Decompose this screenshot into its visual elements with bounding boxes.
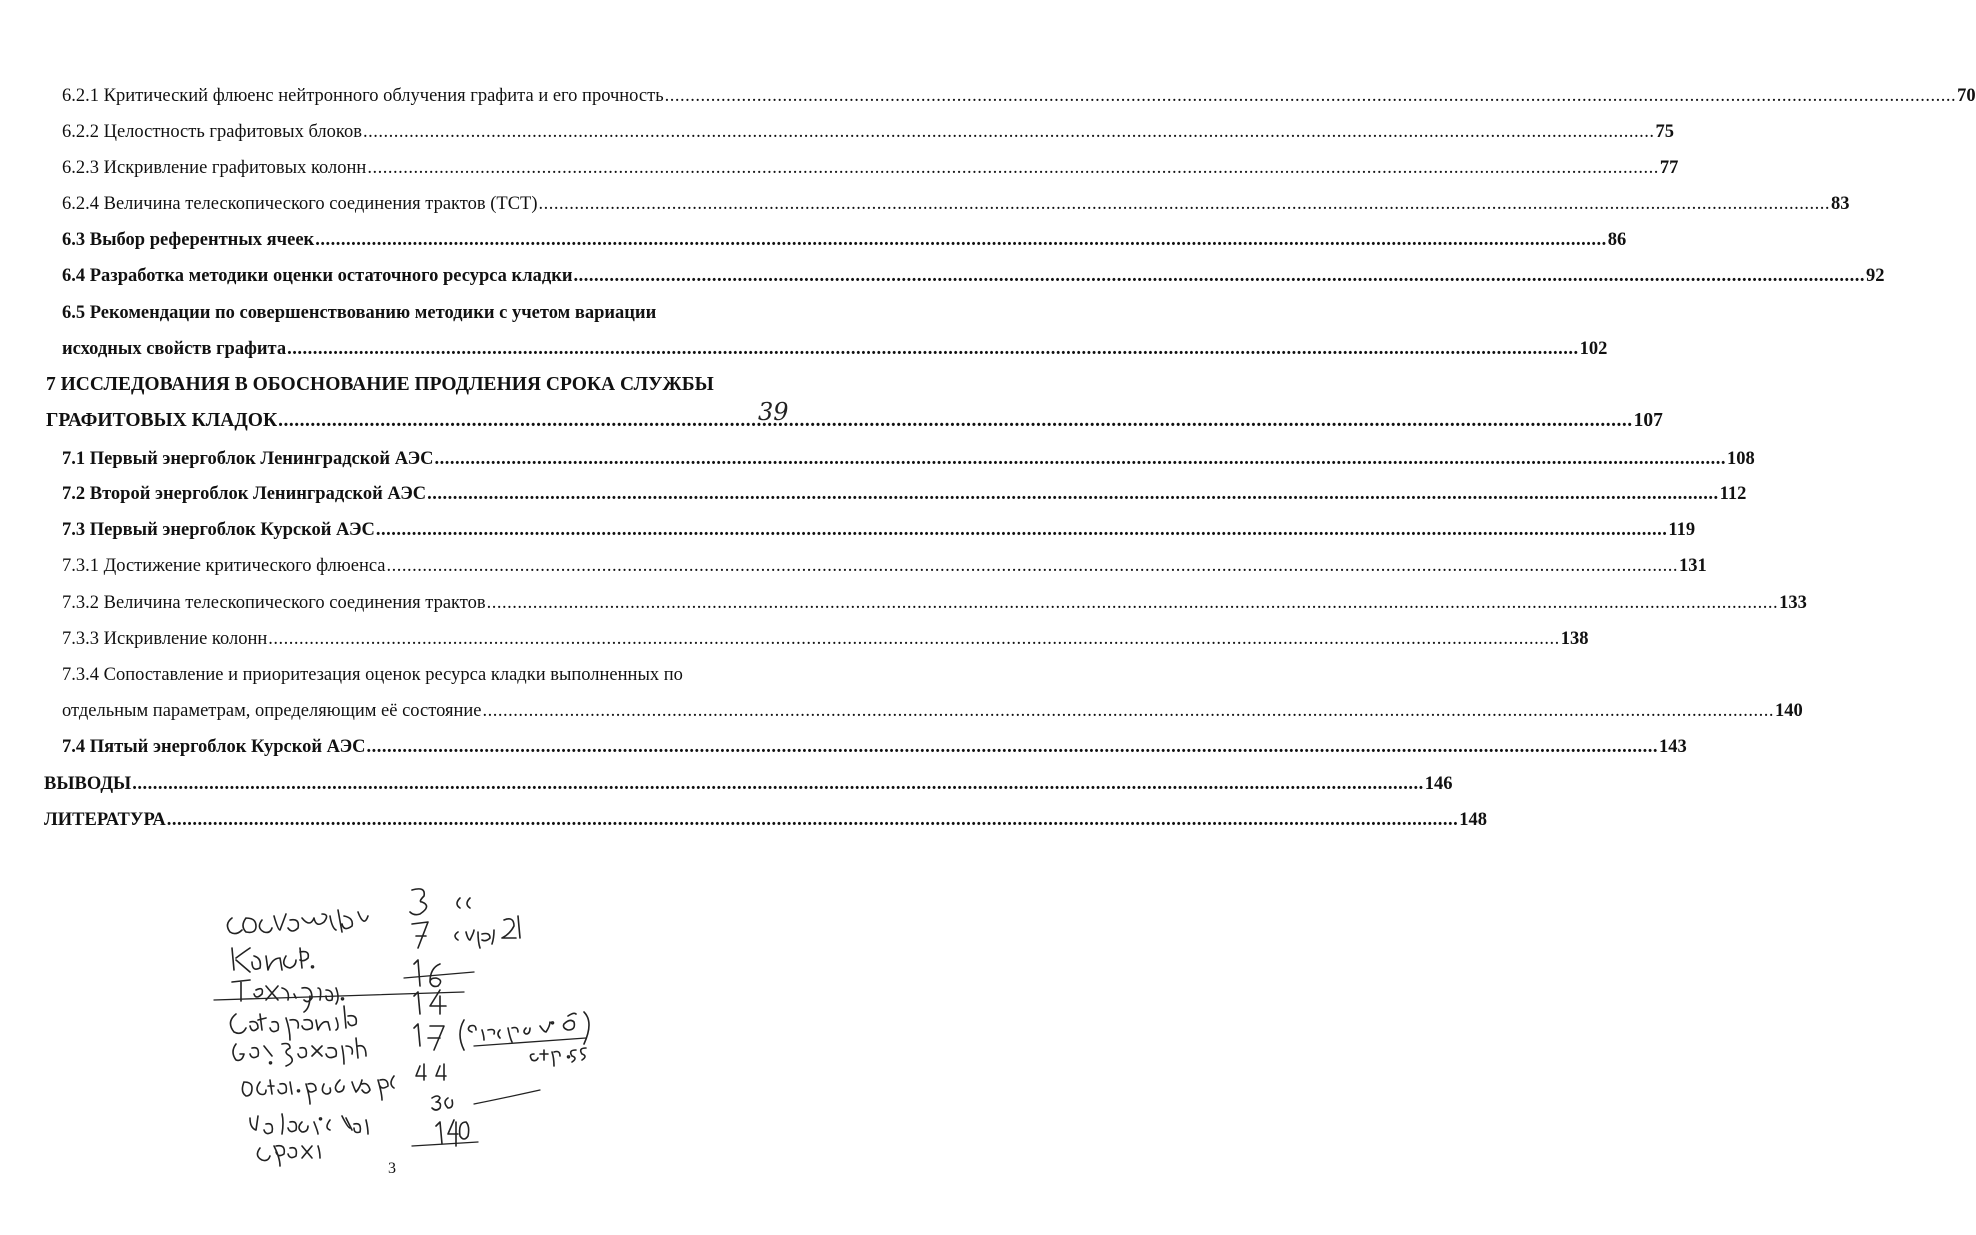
toc-entry-page: 86 (1607, 230, 1627, 250)
toc-entry-title: 7.3.1 Достижение критического флюенса (62, 556, 386, 576)
toc-chapter-line: 7 ИССЛЕДОВАНИЯ В ОБОСНОВАНИЕ ПРОДЛЕНИЯ СРОКА СЛУЖБЫ (46, 374, 714, 395)
toc-entry-page: 119 (1668, 520, 1696, 540)
toc-entry-page: 70 (1957, 86, 1976, 106)
toc-entry-page: 143 (1658, 737, 1687, 757)
toc-entry-page: 131 (1679, 556, 1707, 576)
toc-entry-page: 140 (1775, 701, 1803, 721)
toc-entry-title: ВЫВОДЫ (44, 774, 132, 794)
toc-entry-title: ЛИТЕРАТУРА (44, 810, 166, 830)
toc-entry-page: 112 (1719, 484, 1747, 504)
toc-entry-page: 75 (1655, 122, 1674, 142)
toc-entry-title: ГРАФИТОВЫХ КЛАДОК (46, 410, 278, 431)
leader-dots (665, 82, 1957, 110)
toc-entry-page: 77 (1659, 158, 1679, 178)
toc-entry-title: 6.3 Выбор референтных ячеек (62, 230, 315, 250)
toc-entry-title: 6.2.4 Величина телескопического соединения трактов (ТСТ) (62, 194, 538, 214)
toc-entry-line: 6.5 Рекомендации по совершенствованию методики с учетом вариации (62, 303, 657, 323)
toc-entry-page: 148 (1459, 810, 1487, 830)
toc-entry-title: исходных свойств графита (62, 339, 287, 359)
toc-entry-page: 133 (1779, 593, 1807, 613)
toc-entry-title: 7.4 Пятый энергоблок Курской АЭС (62, 737, 366, 757)
toc-entry-title: 7.2 Второй энергоблок Ленинградской АЭС (62, 484, 427, 504)
toc-entry-title: 6.4 Разработка методики оценки остаточного ресурса кладки (62, 266, 573, 286)
handwritten-notes (0, 0, 797, 1235)
toc-entry-title: 7.3.2 Величина телескопического соединения трактов (62, 593, 486, 613)
toc-entry-page: 102 (1579, 339, 1608, 359)
toc-entry-title: 7.3.3 Искривление колонн (62, 629, 268, 649)
margin-note: 39 (758, 398, 789, 426)
toc-entry-title: 6.2.1 Критический флюенс нейтронного облучения графита и его прочность (62, 86, 664, 106)
toc-entry-page: 107 (1633, 410, 1663, 431)
toc-entry-title: отдельным параметрам, определяющим её состояние (62, 701, 482, 721)
toc-entry-page: 138 (1560, 629, 1589, 649)
toc-entry-line: 7.3.4 Сопоставление и приоритезация оценок ресурса кладки выполненных по (62, 665, 683, 685)
toc-entry-title: 6.2.2 Целостность графитовых блоков (62, 122, 362, 142)
toc-entry-page: 83 (1831, 194, 1850, 214)
toc-entry-title: 6.2.3 Искривление графитовых колонн (62, 158, 367, 178)
toc-entry-title: 7.1 Первый энергоблок Ленинградской АЭС (62, 449, 434, 469)
toc-entry-title: 7.3 Первый энергоблок Курской АЭС (62, 520, 375, 540)
toc-entry-page: 108 (1727, 449, 1755, 469)
toc-entry-page: 146 (1424, 774, 1453, 794)
page-number: 3 (388, 1160, 396, 1177)
toc-entry-page: 92 (1866, 266, 1885, 286)
